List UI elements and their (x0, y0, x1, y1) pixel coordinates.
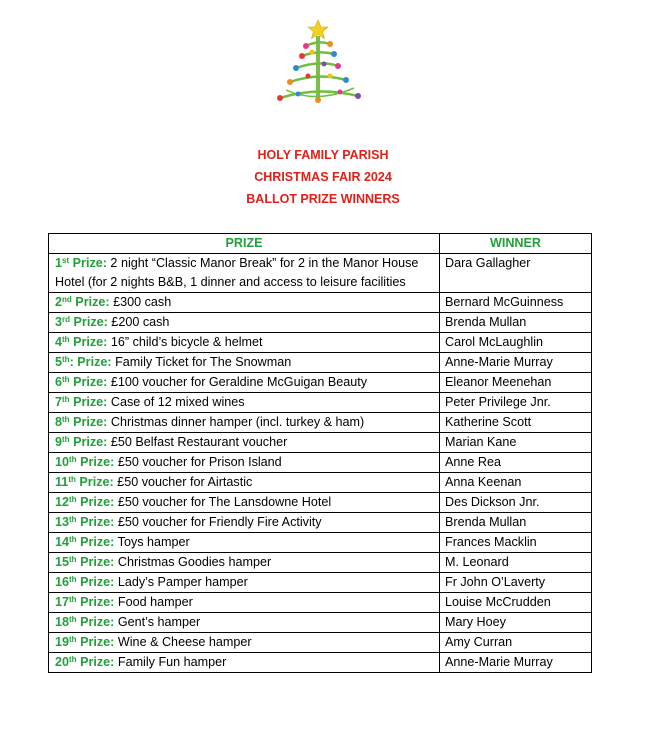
prize-cell (49, 553, 440, 573)
prize-number: 13 (55, 515, 70, 529)
prize-label-text: Prize: (70, 315, 108, 329)
prize-label-text: Prize: (76, 535, 115, 549)
prize-label-text: Prize: (76, 495, 115, 509)
prize-label-text: Prize: (76, 515, 115, 529)
table-row (49, 633, 592, 653)
table-row (49, 613, 592, 633)
column-header-winner: WINNER (440, 234, 592, 254)
table-row (49, 513, 592, 533)
prize-label (55, 435, 107, 449)
prize-description: £200 cash (107, 315, 170, 329)
prize-number: 18 (55, 615, 70, 629)
table-row (49, 333, 592, 353)
prize-description: £50 voucher for The Lansdowne Hotel (114, 495, 332, 509)
prize-label (55, 455, 114, 469)
prize-description: Family Fun hamper (114, 655, 227, 669)
parish-name: HOLY FAMILY PARISH (257, 148, 389, 162)
prize-label-text: Prize: (69, 375, 108, 389)
prize-description: £100 voucher for Geraldine McGuigan Beauty (107, 375, 368, 389)
prize-number: 5 (55, 355, 63, 369)
prize-number: 19 (55, 635, 70, 649)
prize-description: £50 voucher for Prison Island (114, 455, 282, 469)
prize-label-text: Prize: (69, 415, 108, 429)
table-row (49, 653, 592, 673)
page-title: BALLOT PRIZE WINNERS (246, 192, 400, 206)
winner-cell: Brenda Mullan (440, 313, 592, 333)
prize-ordinal-suffix: th (62, 355, 70, 364)
table-header-row (49, 234, 592, 254)
prize-label-text: Prize: (76, 595, 115, 609)
prize-cell (49, 393, 440, 413)
prize-label (55, 335, 107, 349)
prize-cell (49, 413, 440, 433)
prize-number: 6 (55, 375, 63, 389)
winner-cell: Des Dickson Jnr. (440, 493, 592, 513)
prize-cell (49, 613, 440, 633)
winner-cell: Amy Curran (440, 633, 592, 653)
column-header-prize: PRIZE (49, 234, 440, 254)
winner-cell: Anne-Marie Murray (440, 353, 592, 373)
prize-number: 9 (55, 435, 63, 449)
winner-cell: Mary Hoey (440, 613, 592, 633)
prize-cell (49, 254, 440, 293)
prize-description: Christmas Goodies hamper (114, 555, 272, 569)
prize-number: 17 (55, 595, 70, 609)
prize-description: Case of 12 mixed wines (107, 395, 245, 409)
prize-cell (49, 533, 440, 553)
prize-label-text: Prize: (76, 615, 115, 629)
prize-description: £50 voucher for Friendly Fire Activity (114, 515, 322, 529)
prize-label (55, 395, 107, 409)
prize-cell (49, 313, 440, 333)
prize-cell (49, 433, 440, 453)
table-row (49, 413, 592, 433)
winner-cell: Marian Kane (440, 433, 592, 453)
prize-description: Gent’s hamper (114, 615, 201, 629)
prize-ordinal-suffix: th (69, 615, 77, 624)
prize-ordinal-suffix: th (69, 635, 77, 644)
prize-description: Toys hamper (114, 535, 190, 549)
winner-cell: Katherine Scott (440, 413, 592, 433)
winner-cell: M. Leonard (440, 553, 592, 573)
prize-label-text: Prize: (76, 555, 115, 569)
prize-label-text: Prize: (69, 395, 108, 409)
table-row (49, 313, 592, 333)
table-row (49, 373, 592, 393)
prize-label (55, 415, 107, 429)
prize-number: 1 (55, 256, 63, 270)
prize-cell (49, 333, 440, 353)
prize-number: 7 (55, 395, 63, 409)
prize-ordinal-suffix: th (69, 455, 77, 464)
winner-cell: Fr John O’Laverty (440, 573, 592, 593)
prize-label (55, 315, 108, 329)
winner-cell: Dara Gallagher (440, 254, 592, 293)
prize-description: £50 voucher for Airtastic (113, 475, 253, 489)
prize-cell (49, 653, 440, 673)
prize-number: 4 (55, 335, 63, 349)
prize-number: 16 (55, 575, 70, 589)
prize-ordinal-suffix: th (62, 415, 70, 424)
prize-label (55, 295, 110, 309)
winner-cell: Bernard McGuinness (440, 293, 592, 313)
table-row (49, 393, 592, 413)
prize-description: Family Ticket for The Snowman (111, 355, 292, 369)
prize-description: £50 Belfast Restaurant voucher (107, 435, 288, 449)
prize-label-text: Prize: (76, 575, 115, 589)
prize-label-text: Prize: (69, 335, 108, 349)
prize-number: 3 (55, 315, 63, 329)
prize-number: 8 (55, 415, 63, 429)
prize-label-text: Prize: (76, 455, 115, 469)
prize-label (55, 495, 114, 509)
table-row (49, 573, 592, 593)
prize-label (55, 615, 114, 629)
prize-description: 2 night “Classic Manor Break” for 2 in the Manor House Hotel (for 2 nights B&B, 1 dinner and access to leisure facilities (55, 256, 419, 289)
event-title: CHRISTMAS FAIR 2024 (254, 170, 392, 184)
winner-cell: Anne-Marie Murray (440, 653, 592, 673)
prize-label (55, 515, 114, 529)
prize-ordinal-suffix: th (69, 555, 77, 564)
table-row (49, 453, 592, 473)
prize-ordinal-suffix: nd (62, 295, 72, 304)
prize-label-text: Prize: (71, 295, 110, 309)
prize-label (55, 655, 114, 669)
prize-number: 11 (55, 475, 69, 489)
prize-label (55, 595, 114, 609)
prize-cell (49, 593, 440, 613)
prize-label (55, 555, 114, 569)
prize-label (55, 355, 112, 369)
prize-cell (49, 473, 440, 493)
prize-label (55, 475, 114, 489)
prize-description: Food hamper (114, 595, 193, 609)
prize-cell (49, 453, 440, 473)
prize-description: 16” child’s bicycle & helmet (107, 335, 263, 349)
prize-cell (49, 293, 440, 313)
prize-ordinal-suffix: rd (62, 315, 71, 324)
prize-cell (49, 493, 440, 513)
prize-ordinal-suffix: th (68, 475, 76, 484)
prize-description: Christmas dinner hamper (incl. turkey & ham) (107, 415, 365, 429)
prize-label-text: Prize: (69, 435, 108, 449)
table-row (49, 433, 592, 453)
prize-label-text: Prize: (69, 256, 107, 270)
prize-label-text: Prize: (75, 475, 114, 489)
prize-ordinal-suffix: th (62, 375, 70, 384)
prize-label-text: Prize: (76, 635, 115, 649)
prize-cell (49, 353, 440, 373)
winner-cell: Louise McCrudden (440, 593, 592, 613)
winner-cell: Frances Macklin (440, 533, 592, 553)
prize-cell (49, 573, 440, 593)
winner-cell: Carol McLaughlin (440, 333, 592, 353)
prize-winners-table (48, 233, 592, 673)
prize-description: £300 cash (109, 295, 172, 309)
prize-label (55, 635, 114, 649)
table-row (49, 473, 592, 493)
prize-ordinal-suffix: th (62, 335, 70, 344)
prize-label (55, 375, 107, 389)
winner-cell: Anne Rea (440, 453, 592, 473)
prize-ordinal-suffix: th (69, 515, 77, 524)
table-row (49, 593, 592, 613)
prize-description: Lady’s Pamper hamper (114, 575, 248, 589)
winner-cell: Anna Keenan (440, 473, 592, 493)
prize-number: 12 (55, 495, 70, 509)
christmas-tree-icon (268, 18, 368, 110)
prize-number: 15 (55, 555, 70, 569)
winner-cell: Eleanor Meenehan (440, 373, 592, 393)
prize-number: 20 (55, 655, 70, 669)
winner-cell: Peter Privilege Jnr. (440, 393, 592, 413)
prize-ordinal-suffix: th (62, 395, 70, 404)
prize-label (55, 256, 107, 270)
prize-cell (49, 633, 440, 653)
prize-cell (49, 513, 440, 533)
prize-number: 14 (55, 535, 70, 549)
winner-cell: Brenda Mullan (440, 513, 592, 533)
prize-label-text: : Prize: (69, 355, 112, 369)
table-row (49, 553, 592, 573)
prize-label-text: Prize: (76, 655, 115, 669)
prize-label (55, 535, 114, 549)
prize-ordinal-suffix: th (69, 495, 77, 504)
table-row (49, 353, 592, 373)
prize-description: Wine & Cheese hamper (114, 635, 252, 649)
prize-ordinal-suffix: th (69, 595, 77, 604)
prize-ordinal-suffix: th (69, 655, 77, 664)
prize-number: 10 (55, 455, 70, 469)
table-row (49, 493, 592, 513)
prize-label (55, 575, 114, 589)
table-row (49, 533, 592, 553)
prize-ordinal-suffix: th (69, 575, 77, 584)
table-row (49, 254, 592, 293)
prize-ordinal-suffix: st (62, 256, 70, 265)
prize-number: 2 (55, 295, 63, 309)
table-row (49, 293, 592, 313)
prize-ordinal-suffix: th (69, 535, 77, 544)
prize-cell (49, 373, 440, 393)
prize-ordinal-suffix: th (62, 435, 70, 444)
